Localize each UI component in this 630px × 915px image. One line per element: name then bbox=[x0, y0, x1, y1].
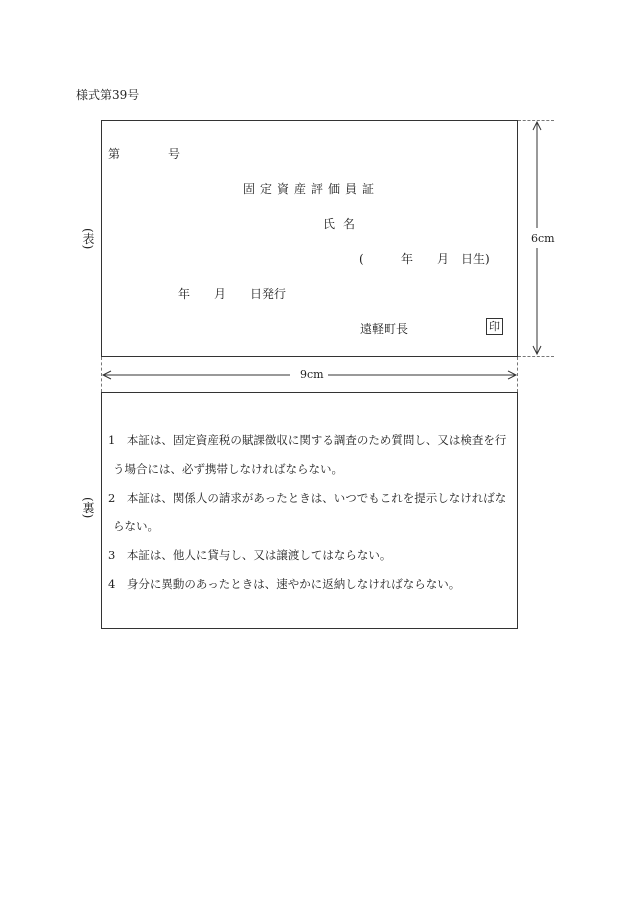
height-dimension-label: 6cm bbox=[527, 232, 559, 245]
issuer-name: 遠軽町長 bbox=[360, 322, 409, 336]
certificate-title: 固定資産評価員証 bbox=[243, 182, 380, 196]
certificate-number-prefix: 第 bbox=[108, 147, 121, 161]
issue-day-label: 日発行 bbox=[250, 287, 287, 301]
note-line-4: らない。 bbox=[113, 519, 159, 533]
seal-mark: 印 bbox=[486, 318, 503, 335]
note-line-1: 1 本証は、固定資産税の賦課徴収に関する調査のため質問し、又は検査を行 bbox=[108, 433, 507, 447]
back-side-label: (裏) bbox=[81, 497, 95, 519]
certificate-number-suffix: 号 bbox=[168, 147, 181, 161]
issue-month-label: 月 bbox=[214, 287, 227, 301]
birth-day-label: 日生) bbox=[461, 252, 490, 266]
birth-month-label: 月 bbox=[437, 252, 450, 266]
issue-year-label: 年 bbox=[178, 287, 191, 301]
birth-year-label: 年 bbox=[401, 252, 414, 266]
note-line-3: 2 本証は、関係人の請求があったときは、いつでもこれを提示しなければな bbox=[108, 491, 507, 505]
front-side-label: (表) bbox=[81, 228, 95, 250]
note-line-5: 3 本証は、他人に貸与し、又は譲渡してはならない。 bbox=[108, 548, 392, 562]
birth-open-paren: ( bbox=[359, 252, 364, 266]
note-line-2: う場合には、必ず携帯しなければならない。 bbox=[113, 462, 343, 476]
width-dimension-label: 9cm bbox=[296, 368, 328, 381]
name-label: 氏名 bbox=[323, 217, 364, 231]
note-line-6: 4 身分に異動のあったときは、速やかに返納しなければならない。 bbox=[108, 577, 461, 591]
form-number: 様式第39号 bbox=[76, 88, 140, 102]
